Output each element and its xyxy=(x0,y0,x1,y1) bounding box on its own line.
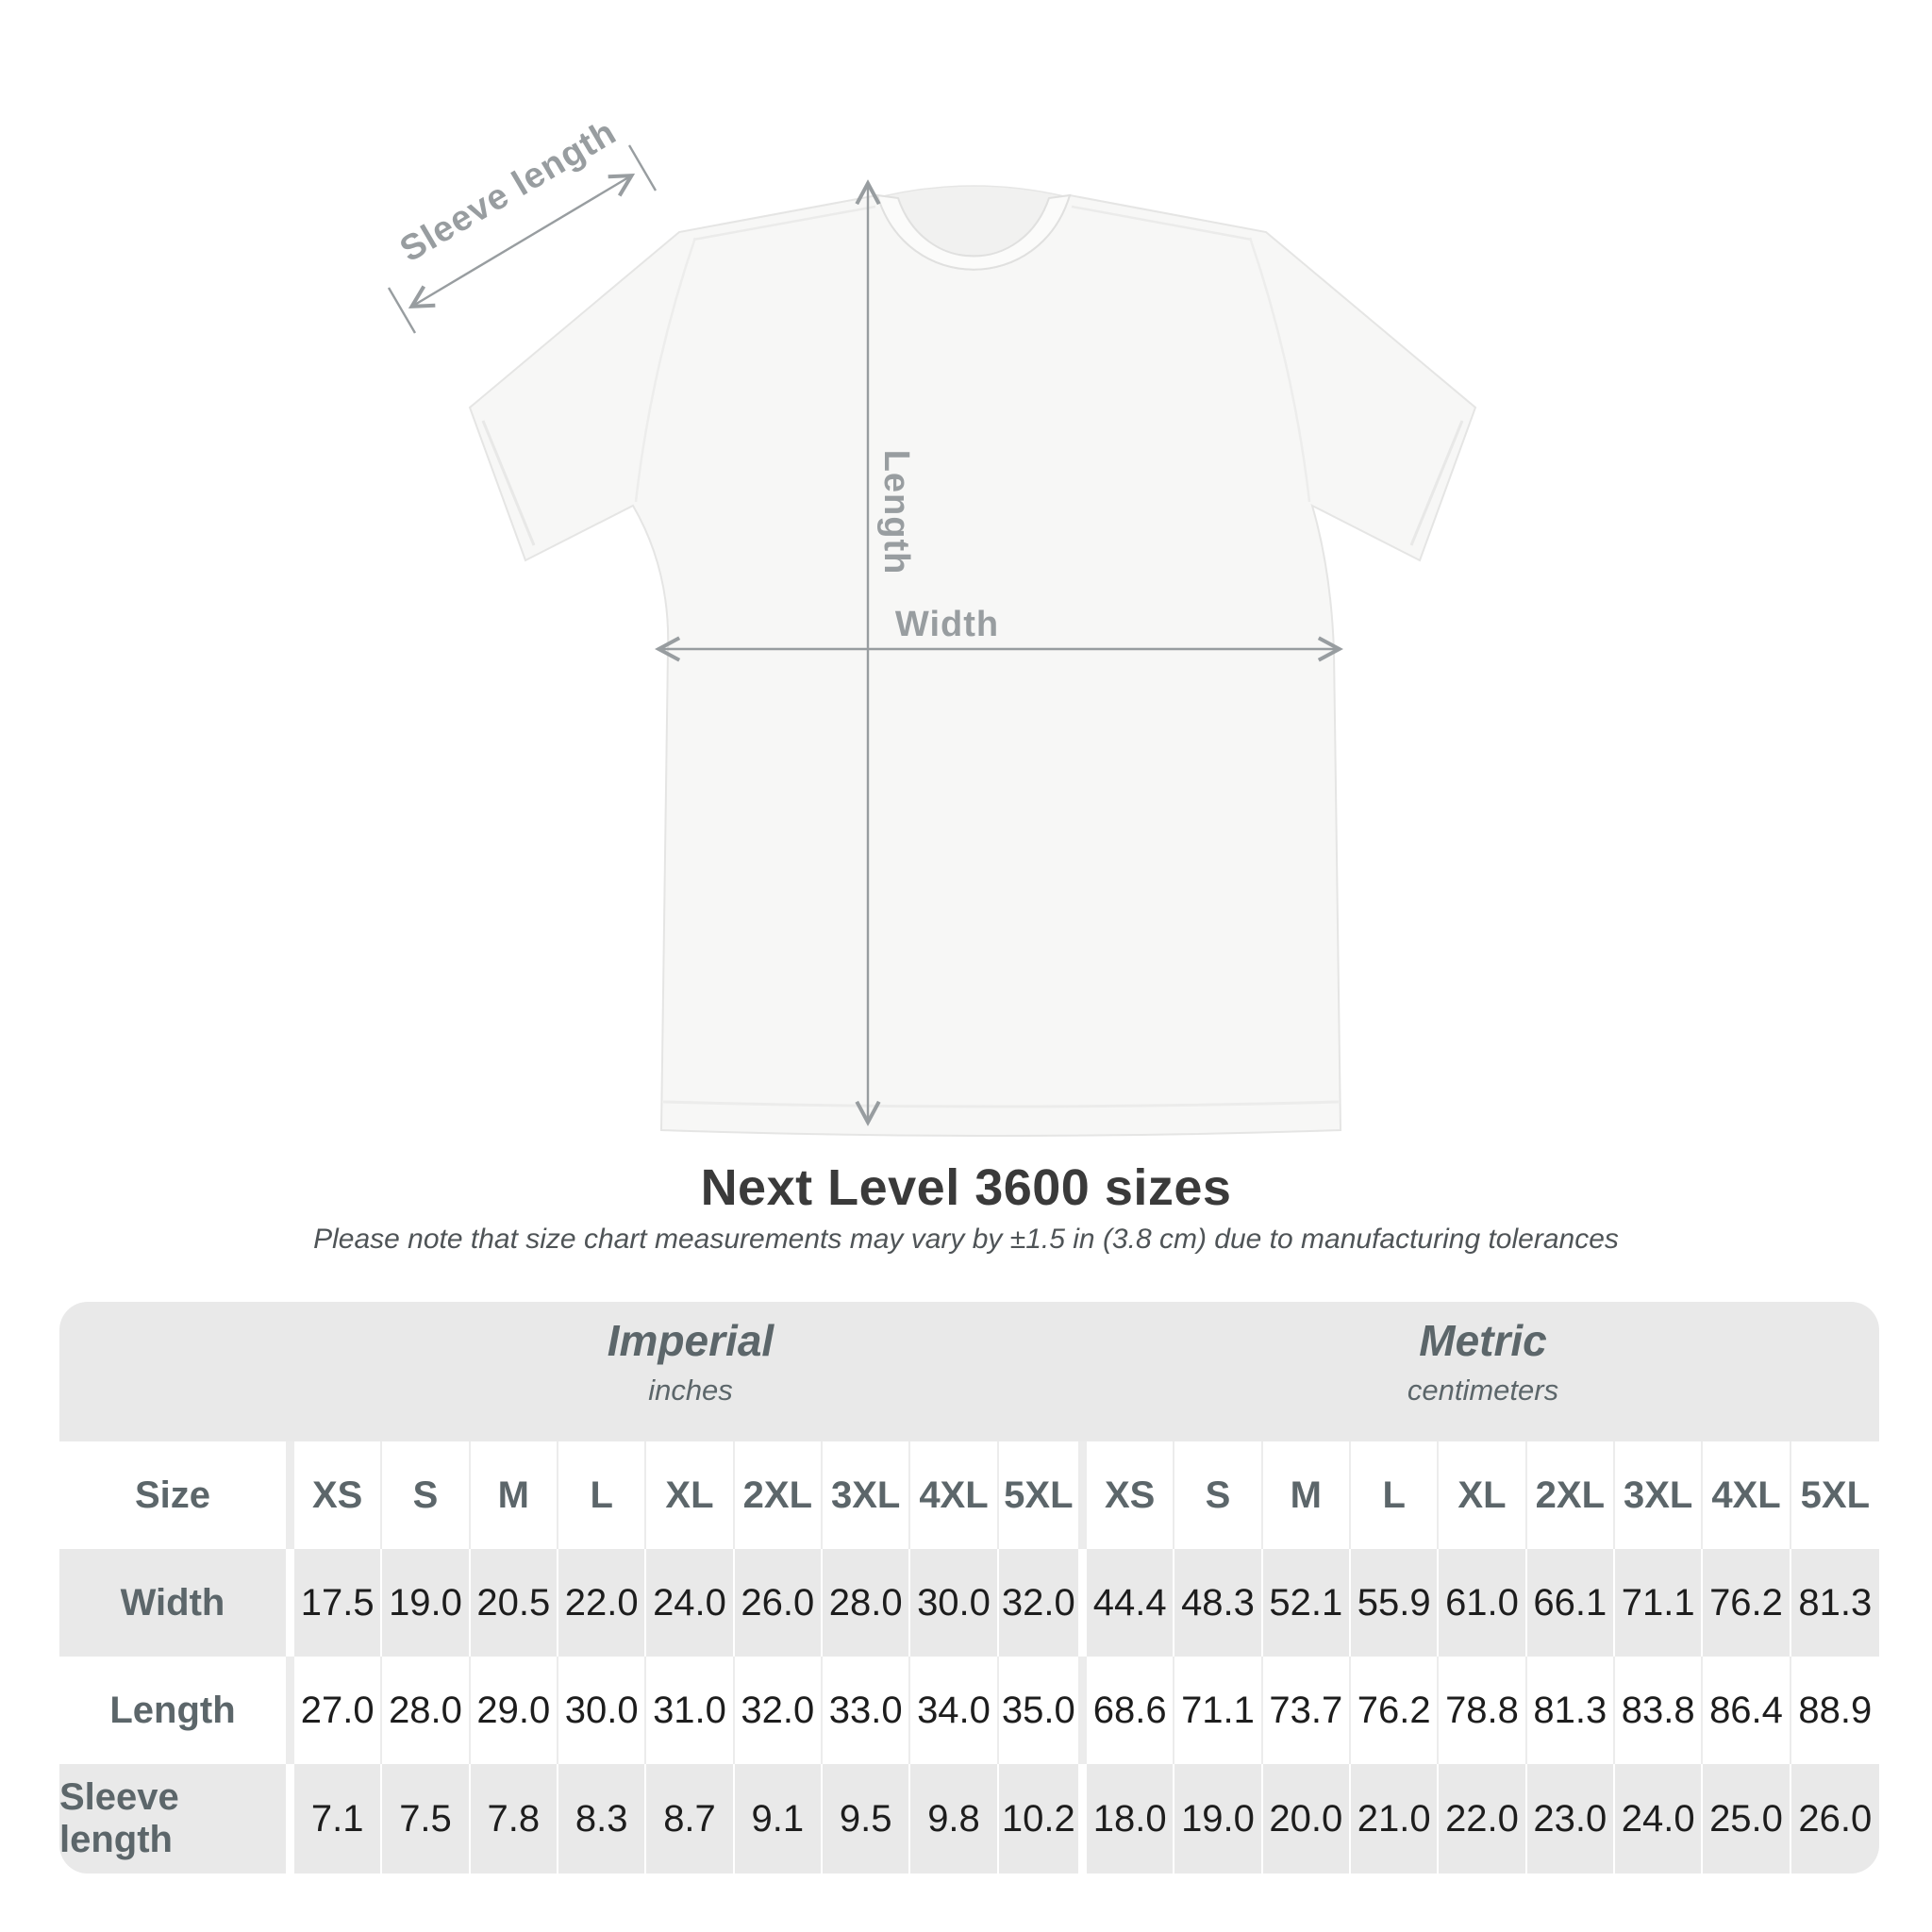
size-column-header: XS xyxy=(294,1441,382,1549)
value-cell: 10.2 xyxy=(999,1764,1087,1874)
value-cell: 81.3 xyxy=(1527,1657,1615,1764)
length-label: Length xyxy=(876,449,916,575)
value-cell: 33.0 xyxy=(823,1657,910,1764)
value-cell: 29.0 xyxy=(471,1657,558,1764)
tolerance-note: Please note that size chart measurements may vary by ±1.5 in (3.8 cm) due to manufacturing tolerances xyxy=(313,1224,1619,1255)
size-column-header: S xyxy=(382,1441,470,1549)
size-column-header: 5XL xyxy=(999,1441,1087,1549)
imperial-header xyxy=(294,1302,1087,1441)
sleeve-dimension-cap xyxy=(629,145,656,191)
width-row-cells xyxy=(294,1549,1879,1657)
metric-title: Metric xyxy=(1419,1316,1547,1365)
value-cell: 28.0 xyxy=(823,1549,910,1657)
value-cell: 30.0 xyxy=(558,1657,646,1764)
size-header-label: Size xyxy=(59,1441,294,1549)
band-spacer xyxy=(59,1302,294,1441)
value-cell: 55.9 xyxy=(1351,1549,1439,1657)
value-cell: 81.3 xyxy=(1798,1581,1873,1624)
value-cell: 25.0 xyxy=(1703,1764,1790,1874)
value-cell: 52.1 xyxy=(1263,1549,1351,1657)
size-column-header: S xyxy=(1174,1441,1262,1549)
sleeve-dimension-cap xyxy=(389,288,415,333)
width-row-label: Width xyxy=(59,1549,294,1657)
value-cell: 28.0 xyxy=(382,1657,470,1764)
size-column-header: 2XL xyxy=(1527,1441,1615,1549)
size-column-header: XL xyxy=(1439,1441,1526,1549)
size-column-header: 4XL xyxy=(1703,1441,1790,1549)
value-cell: 9.1 xyxy=(735,1764,823,1874)
value-cell: 19.0 xyxy=(1174,1764,1262,1874)
value-cell: 9.5 xyxy=(823,1764,910,1874)
imperial-subtitle: inches xyxy=(648,1374,733,1407)
value-cell: 26.0 xyxy=(1798,1797,1873,1840)
value-cell: 21.0 xyxy=(1351,1764,1439,1874)
sleeve-length-row-cells xyxy=(294,1764,1879,1874)
value-cell: 71.1 xyxy=(1174,1657,1262,1764)
length-row xyxy=(59,1657,1879,1764)
size-column-header: XL xyxy=(646,1441,734,1549)
value-cell: 86.4 xyxy=(1703,1657,1790,1764)
imperial-title: Imperial xyxy=(607,1316,774,1365)
value-cell: 66.1 xyxy=(1527,1549,1615,1657)
size-column-header: 5XL xyxy=(1800,1474,1870,1516)
value-cell: 30.0 xyxy=(910,1549,998,1657)
size-column-header: L xyxy=(1351,1441,1439,1549)
value-cell: 83.8 xyxy=(1615,1657,1703,1764)
value-cell: 73.7 xyxy=(1263,1657,1351,1764)
value-cell: 8.3 xyxy=(558,1764,646,1874)
metric-header xyxy=(1087,1302,1879,1441)
size-column-header: XS xyxy=(1087,1441,1174,1549)
value-cell: 22.0 xyxy=(1439,1764,1526,1874)
value-cell: 48.3 xyxy=(1174,1549,1262,1657)
value-cell: 44.4 xyxy=(1087,1549,1174,1657)
size-header-cells xyxy=(294,1441,1879,1549)
value-cell: 7.5 xyxy=(382,1764,470,1874)
value-cell: 35.0 xyxy=(999,1657,1087,1764)
value-cell: 32.0 xyxy=(735,1657,823,1764)
width-label: Width xyxy=(894,605,1000,644)
value-cell: 26.0 xyxy=(735,1549,823,1657)
value-cell: 24.0 xyxy=(646,1549,734,1657)
value-cell: 23.0 xyxy=(1527,1764,1615,1874)
value-cell: 7.1 xyxy=(294,1764,382,1874)
value-cell: 71.1 xyxy=(1615,1549,1703,1657)
length-row-cells xyxy=(294,1657,1879,1764)
value-cell: 24.0 xyxy=(1615,1764,1703,1874)
width-row xyxy=(59,1549,1879,1657)
value-cell: 68.6 xyxy=(1087,1657,1174,1764)
size-column-header: 4XL xyxy=(910,1441,998,1549)
size-column-header: 3XL xyxy=(823,1441,910,1549)
value-cell: 17.5 xyxy=(294,1549,382,1657)
size-table xyxy=(59,1302,1879,1874)
value-cell: 20.5 xyxy=(471,1549,558,1657)
value-cell: 88.9 xyxy=(1798,1689,1873,1731)
size-column-header: 2XL xyxy=(735,1441,823,1549)
value-cell: 19.0 xyxy=(382,1549,470,1657)
sleeve-length-row xyxy=(59,1764,1879,1874)
value-cell: 76.2 xyxy=(1703,1549,1790,1657)
value-cell: 20.0 xyxy=(1263,1764,1351,1874)
units-header-band xyxy=(59,1302,1879,1441)
size-column-header: M xyxy=(471,1441,558,1549)
size-column-header: 3XL xyxy=(1615,1441,1703,1549)
value-cell: 22.0 xyxy=(558,1549,646,1657)
size-column-header: L xyxy=(558,1441,646,1549)
sleeve-length-row-label: Sleeve length xyxy=(59,1764,294,1874)
value-cell: 8.7 xyxy=(646,1764,734,1874)
value-cell: 9.8 xyxy=(910,1764,998,1874)
value-cell: 7.8 xyxy=(471,1764,558,1874)
value-cell: 78.8 xyxy=(1439,1657,1526,1764)
metric-subtitle: centimeters xyxy=(1407,1374,1559,1407)
tshirt-illustration xyxy=(470,186,1475,1136)
sleeve-length-label: Sleeve length xyxy=(393,112,624,271)
value-cell: 34.0 xyxy=(910,1657,998,1764)
size-column-header: M xyxy=(1263,1441,1351,1549)
size-header-row xyxy=(59,1441,1879,1549)
value-cell: 61.0 xyxy=(1439,1549,1526,1657)
value-cell: 27.0 xyxy=(294,1657,382,1764)
value-cell: 76.2 xyxy=(1351,1657,1439,1764)
page-title: Next Level 3600 sizes xyxy=(700,1159,1232,1216)
value-cell: 32.0 xyxy=(999,1549,1087,1657)
value-cell: 18.0 xyxy=(1087,1764,1174,1874)
length-row-label: Length xyxy=(59,1657,294,1764)
value-cell: 31.0 xyxy=(646,1657,734,1764)
